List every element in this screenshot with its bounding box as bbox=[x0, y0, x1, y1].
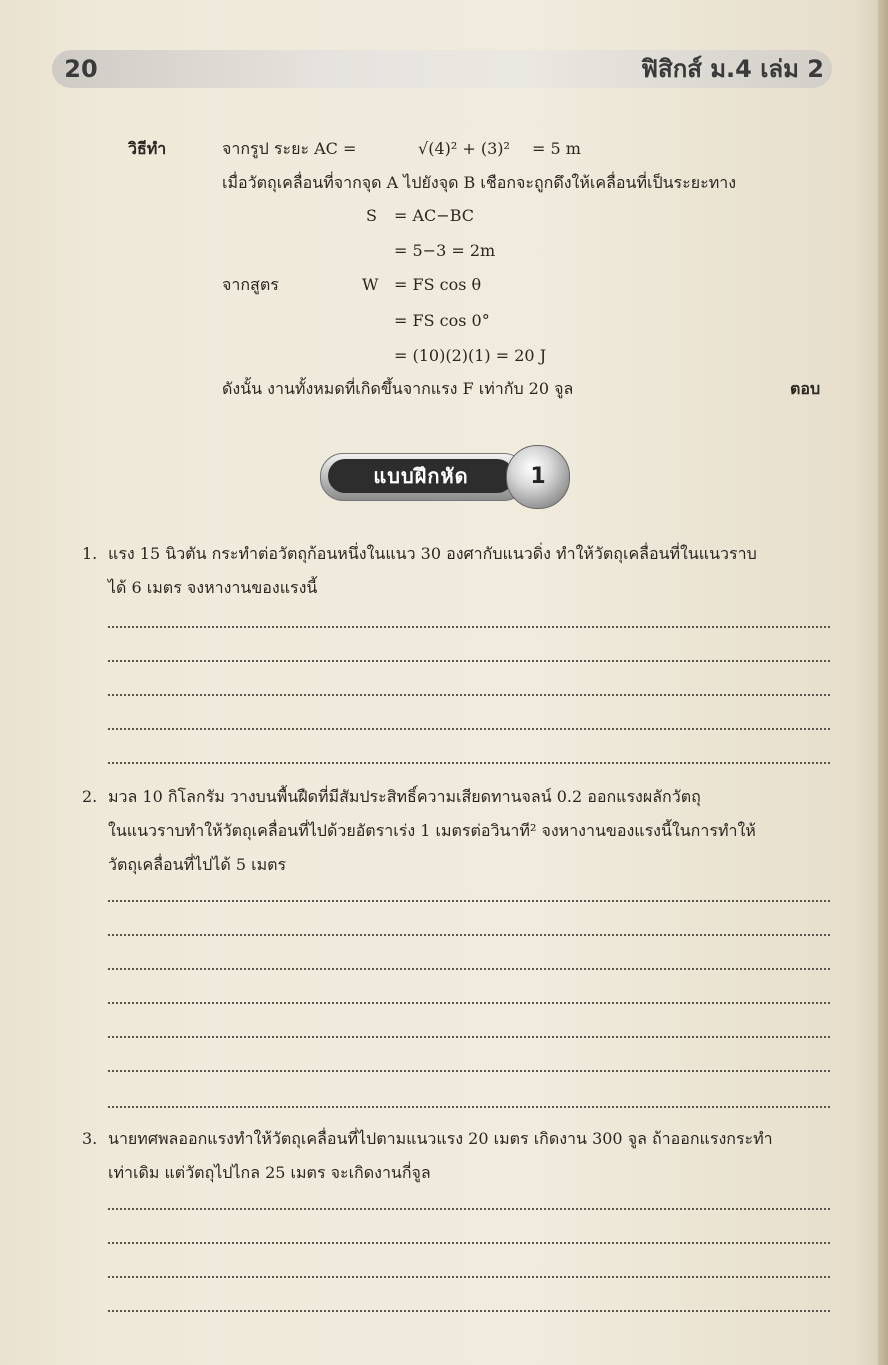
solution-line1-prefix: จากรูป ระยะ AC = bbox=[222, 139, 357, 158]
answer-line bbox=[108, 932, 830, 936]
question-line: มวล 10 กิโลกรัม วางบนพื้นฝืดที่มีสัมประสิทธิ์ความเสียดทานจลน์ 0.2 ออกแรงผลักวัตถุ bbox=[108, 787, 701, 806]
answer-line bbox=[108, 1068, 830, 1072]
answer-line bbox=[108, 1274, 830, 1278]
solution-label: วิธีทำ bbox=[128, 139, 167, 158]
exercise-number: 1 bbox=[506, 445, 570, 509]
book-title: ฟิสิกส์ ม.4 เล่ม 2 bbox=[641, 55, 824, 83]
question-1 bbox=[82, 537, 842, 607]
solution-conclusion: ดังนั้น งานทั้งหมดที่เกิดขึ้นจากแรง F เท่ากับ 20 จูล bbox=[222, 379, 574, 398]
answer-line bbox=[108, 760, 830, 764]
answer-label: ตอบ bbox=[790, 379, 821, 398]
question-line: แรง 15 นิวตัน กระทำต่อวัตถุก้อนหนึ่งในแนว 30 องศากับแนวดิ่ง ทำให้วัตถุเคลื่อนที่ในแนวราบ bbox=[108, 544, 757, 563]
answer-line bbox=[108, 692, 830, 696]
question-text bbox=[108, 1122, 843, 1190]
eq2-rhs: = 5−3 = 2m bbox=[394, 241, 496, 260]
answer-line bbox=[108, 966, 830, 970]
answer-line bbox=[108, 1206, 830, 1210]
question-text bbox=[108, 780, 843, 882]
answer-line bbox=[108, 898, 830, 902]
question-number: 3. bbox=[82, 1129, 98, 1148]
question-2 bbox=[82, 780, 842, 884]
answer-line bbox=[108, 658, 830, 662]
answer-line bbox=[108, 1034, 830, 1038]
question-line: ได้ 6 เมตร จงหางานของแรงนี้ bbox=[108, 578, 318, 597]
exercise-banner bbox=[320, 445, 572, 507]
eq5-rhs: = (10)(2)(1) = 20 J bbox=[394, 346, 547, 365]
page-number: 20 bbox=[64, 55, 98, 83]
answer-line bbox=[108, 1000, 830, 1004]
answer-line bbox=[108, 1308, 830, 1312]
question-line: ในแนวราบทำให้วัตถุเคลื่อนที่ไปด้วยอัตราเร่ง 1 เมตรต่อวินาที² จงหางานของแรงนี้ในการทำให้ bbox=[108, 821, 756, 840]
question-text bbox=[108, 537, 843, 605]
eq1-lhs: S bbox=[366, 206, 377, 225]
eq4-rhs: = FS cos 0° bbox=[394, 311, 490, 330]
question-line: วัตถุเคลื่อนที่ไปได้ 5 เมตร bbox=[108, 855, 287, 874]
answer-line bbox=[108, 726, 830, 730]
solution-line1-formula: √(4)² + (3)² bbox=[418, 139, 510, 158]
question-number: 2. bbox=[82, 787, 98, 806]
question-number: 1. bbox=[82, 544, 98, 563]
eq3-rhs: = FS cos θ bbox=[394, 275, 482, 294]
page-edge bbox=[878, 0, 888, 1365]
exercise-title: แบบฝึกหัด bbox=[328, 459, 514, 493]
answer-line bbox=[108, 624, 830, 628]
question-line: เท่าเดิม แต่วัตถุไปไกล 25 เมตร จะเกิดงานกี่จูล bbox=[108, 1163, 431, 1182]
question-line: นายทศพลออกแรงทำให้วัตถุเคลื่อนที่ไปตามแนวแรง 20 เมตร เกิดงาน 300 จูล ถ้าออกแรงกระทำ bbox=[108, 1129, 773, 1148]
solution-line2: เมื่อวัตถุเคลื่อนที่จากจุด A ไปยังจุด B เชือกจะถูกดึงให้เคลื่อนที่เป็นระยะทาง bbox=[222, 173, 737, 192]
eq3-lhs: W bbox=[362, 275, 379, 294]
formula-label: จากสูตร bbox=[222, 275, 279, 294]
eq1-rhs: = AC−BC bbox=[394, 206, 474, 225]
answer-line bbox=[108, 1240, 830, 1244]
answer-line bbox=[108, 1104, 830, 1108]
question-3 bbox=[82, 1122, 842, 1192]
solution-line1-result: = 5 m bbox=[532, 139, 581, 158]
